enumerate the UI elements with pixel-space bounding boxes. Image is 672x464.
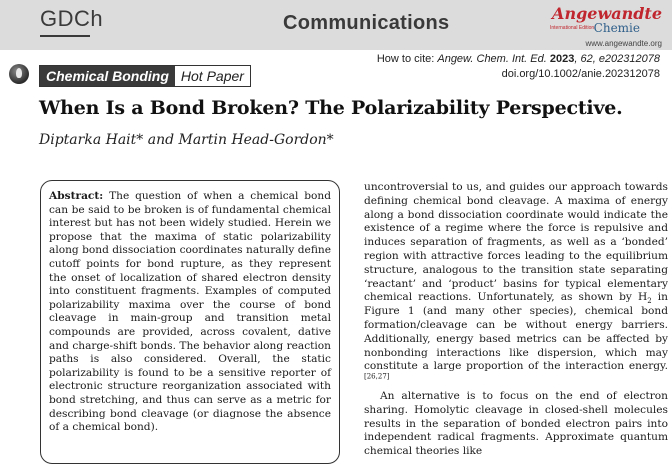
journal-url[interactable]: www.angewandte.org [585,39,662,48]
reference-link[interactable]: [26,27] [364,372,390,381]
logo-underline [40,35,90,37]
abstract-text: Abstract: The question of when a chemical bond can be said to be broken is of fundamental chemical interest but has not been widely studied. Herein we propose that the maxima of static polarizability along bond dissociation coordinates naturally define cutoff points for bond rupture, as they represent the onset of localization of shared electron density into constituent fragments. Examples of computed polarizability maxima over the course of bond cleavage in main-group and transition metal compounds are provided, across covalent, dative and charge-shift bonds. The behavior along reaction paths is also considered. Overall, the static polarizability is found to be a sensitive reporter of electronic structure reorganization associated with bond stretching, and thus can serve as a metric for describing bond cleavage (or diagnose the absence of a chemical bond). [49,190,331,434]
journal-header-band [0,0,672,50]
category-secondary: Hot Paper [175,66,250,86]
journal-subline [502,23,662,39]
body-paragraph-1: uncontroversial to us, and guides our approach towards defining chemical bond cleavage. A maxima of energy along a bond dissociation coordinate would indicate the existence of a regime where the force is repulsive and induces separation of fragments, as well as a ‘bonded’ region with attractive forces leading to the equilibrium structure, analogous to the transition state separating ‘reactant’ and ‘product’ basins for typical elementary chemical reactions. Unfortunately, as shown by $H_2$ in Figure 1 (and many other species), chemical bond formation/cleavage can be without energy barriers. Additionally, energy based metrics can be affected by nonbonding interactions like dispersion, which may constitute a large proportion of the interaction energy.[26,27] [364,181,668,381]
flame-icon [9,64,29,84]
category-primary: Chemical Bonding [40,66,175,86]
how-to-cite: How to cite: Angew. Chem. Int. Ed. 2023, 62, e202312078 [376,53,660,65]
journal-logo [502,5,662,49]
abstract-label: Abstract: [49,190,104,202]
article-authors: Diptarka Hait* and Martin Head-Gordon* [39,132,334,148]
journal-edition: International Edition [550,25,595,31]
journal-name: Angewandte [552,4,662,23]
abstract-box [40,180,340,464]
journal-subname: Chemie [593,21,640,35]
category-tag [39,65,251,87]
publisher-logo: GDCh [40,6,103,32]
article-title: When Is a Bond Broken? The Polarizability Perspective. [39,97,623,119]
body-column [364,181,668,459]
section-label: Communications [283,12,450,34]
doi-link[interactable]: doi.org/10.1002/anie.202312078 [501,68,660,80]
body-paragraph-2: An alternative is to focus on the end of electron sharing. Homolytic cleavage in closed-shell molecules results in the separation of bonded electron pairs into independent radical fragments. Approximate quantum chemical theories like [364,389,668,458]
